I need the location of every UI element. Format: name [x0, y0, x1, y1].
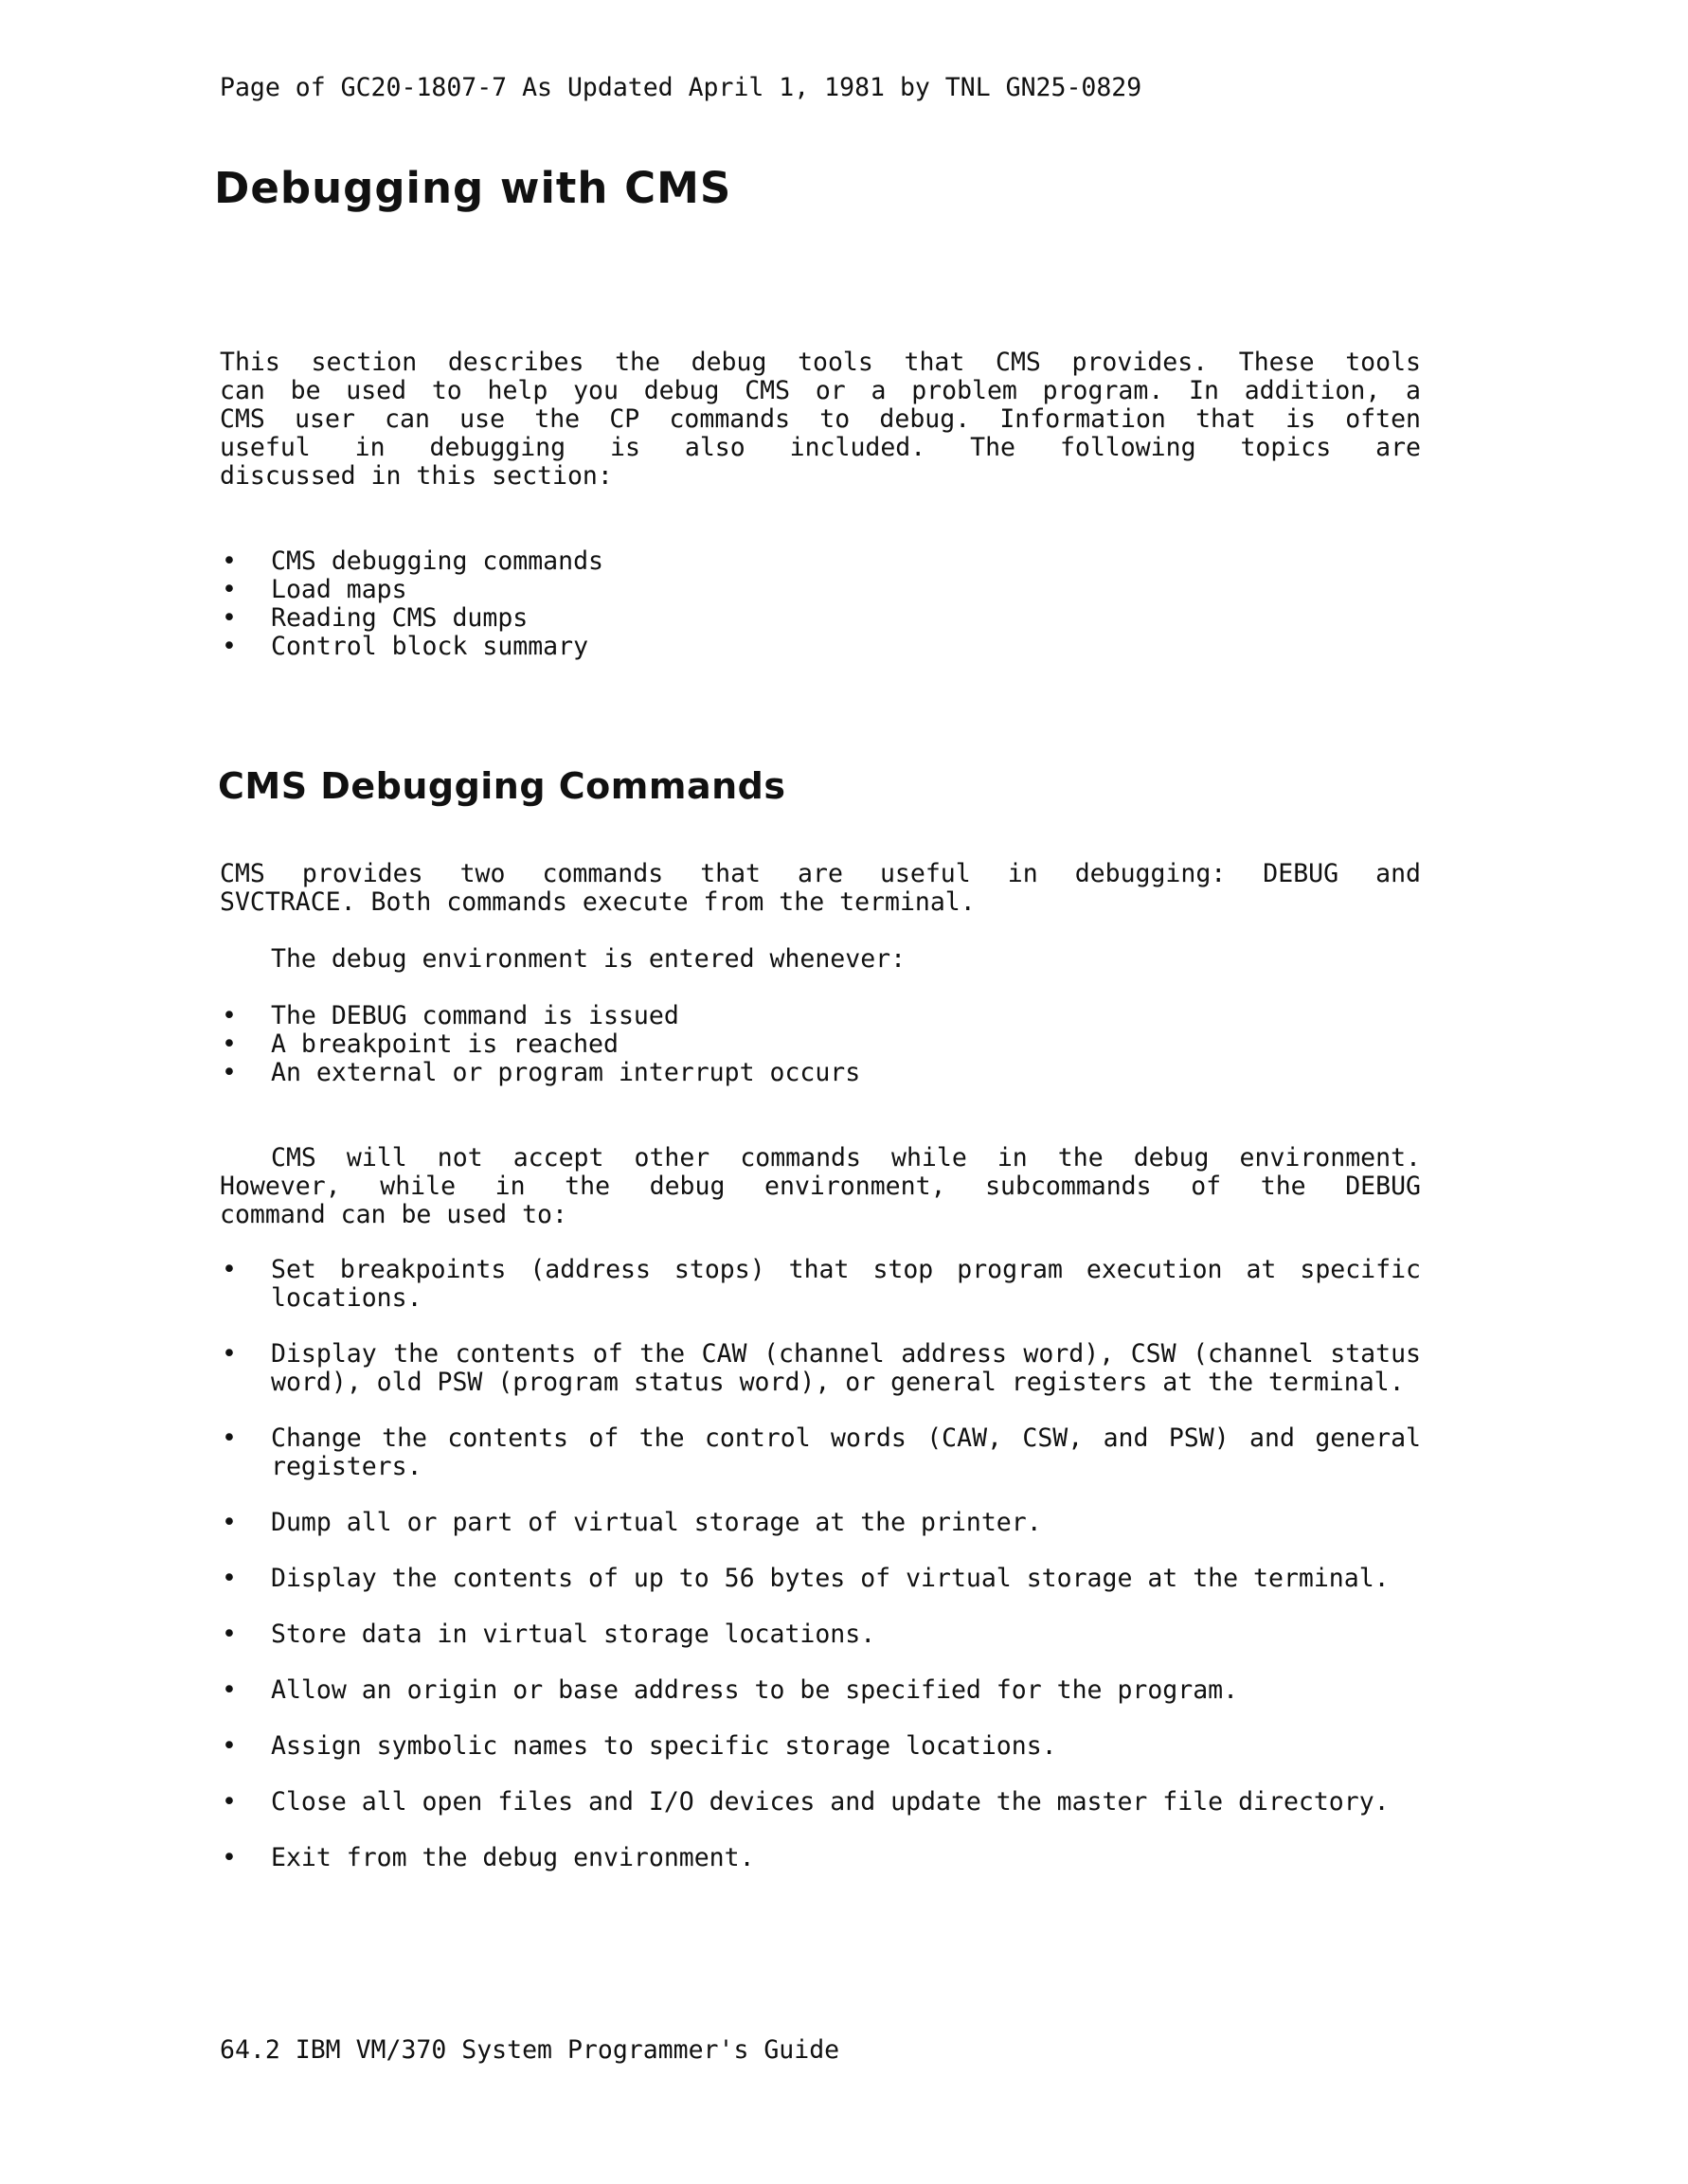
commands-intro-line: SVCTRACE. Both commands execute from the terminal. [220, 887, 976, 917]
list-item [220, 1788, 1421, 1817]
subcommands-intro-line: However, while in the debug environment, subcommands of the DEBUG [220, 1172, 1421, 1201]
subcommands-intro-line: command can be used to: [220, 1200, 567, 1229]
list-item [220, 1620, 1421, 1649]
use-text: Set breakpoints (address stops) that stop program execution at specific locations. [271, 1255, 1421, 1313]
bullet-icon: • [222, 1843, 237, 1872]
bullet-icon: • [222, 1731, 237, 1761]
list-item [220, 1565, 1421, 1593]
intro-paragraph [220, 349, 1421, 491]
subcommands-intro-paragraph [220, 1144, 1421, 1229]
topic-text: Load maps [271, 575, 407, 604]
use-text: Display the contents of up to 56 bytes of virtual storage at the terminal. [271, 1564, 1390, 1593]
bullet-icon: • [222, 1564, 237, 1593]
section-heading: CMS Debugging Commands [218, 765, 786, 807]
topic-text: Control block summary [271, 632, 589, 661]
page-footer: 64.2 IBM VM/370 System Programmer's Guide [220, 2035, 840, 2065]
list-item [220, 576, 1421, 604]
bullet-icon: • [222, 1620, 237, 1649]
bullet-icon: • [222, 1423, 237, 1453]
topic-text: CMS debugging commands [271, 546, 603, 576]
list-item [220, 547, 1421, 576]
use-text: Allow an origin or base address to be specified for the program. [271, 1675, 1239, 1705]
intro-line: This section describes the debug tools that CMS provides. These tools [220, 348, 1421, 377]
bullet-icon: • [222, 1255, 237, 1284]
bullet-icon: • [222, 632, 237, 661]
list-item [220, 1030, 1421, 1059]
intro-line: CMS user can use the CP commands to debug. Information that is often [220, 404, 1421, 434]
topics-list [220, 547, 1421, 661]
bullet-icon: • [222, 1787, 237, 1817]
use-text: Assign symbolic names to specific storage locations. [271, 1731, 1057, 1761]
bullet-icon: • [222, 1058, 237, 1087]
bullet-icon: • [222, 1001, 237, 1030]
list-item [220, 1732, 1421, 1761]
trigger-text: An external or program interrupt occurs [271, 1058, 861, 1087]
bullet-icon: • [222, 575, 237, 604]
list-item [220, 1509, 1421, 1537]
use-text: Close all open files and I/O devices and update the master file directory. [271, 1787, 1390, 1817]
intro-line: discussed in this section: [220, 461, 613, 491]
list-item [220, 1844, 1421, 1872]
bullet-icon: • [222, 1675, 237, 1705]
bullet-icon: • [222, 603, 237, 633]
debug-env-triggers-list [220, 1002, 1421, 1087]
list-item [220, 1059, 1421, 1087]
use-text: Exit from the debug environment. [271, 1843, 755, 1872]
list-item [220, 1002, 1421, 1030]
intro-line: useful in debugging is also included. The following topics are [220, 433, 1421, 462]
use-text: Change the contents of the control words (CAW, CSW, and PSW) and general registers. [271, 1423, 1421, 1481]
use-text: Dump all or part of virtual storage at the printer. [271, 1508, 1042, 1537]
intro-line: can be used to help you debug CMS or a problem program. In addition, a [220, 376, 1421, 405]
commands-intro-paragraph [220, 860, 1421, 917]
debug-env-intro: The debug environment is entered whenever: [271, 944, 907, 974]
list-item [220, 1424, 1421, 1481]
bullet-icon: • [222, 1029, 237, 1059]
bullet-icon: • [222, 546, 237, 576]
trigger-text: The DEBUG command is issued [271, 1001, 679, 1030]
list-item [220, 1256, 1421, 1313]
running-header: Page of GC20-1807-7 As Updated April 1, 1981 by TNL GN25-0829 [220, 73, 1142, 102]
list-item [220, 1676, 1421, 1705]
bullet-icon: • [222, 1339, 237, 1369]
list-item [220, 1340, 1421, 1397]
list-item [220, 604, 1421, 633]
trigger-text: A breakpoint is reached [271, 1029, 619, 1059]
bullet-icon: • [222, 1508, 237, 1537]
page-title: Debugging with CMS [214, 163, 732, 213]
topic-text: Reading CMS dumps [271, 603, 529, 633]
commands-intro-line: CMS provides two commands that are useful in debugging: DEBUG and [220, 859, 1421, 888]
list-item [220, 633, 1421, 661]
use-text: Store data in virtual storage locations. [271, 1620, 876, 1649]
subcommand-uses-list [220, 1256, 1421, 1900]
use-text: Display the contents of the CAW (channel address word), CSW (channel status word), old PSW (program status word), or general registers at the terminal. [271, 1339, 1421, 1397]
subcommands-intro-line: CMS will not accept other commands while in the debug environment. [271, 1143, 1421, 1173]
